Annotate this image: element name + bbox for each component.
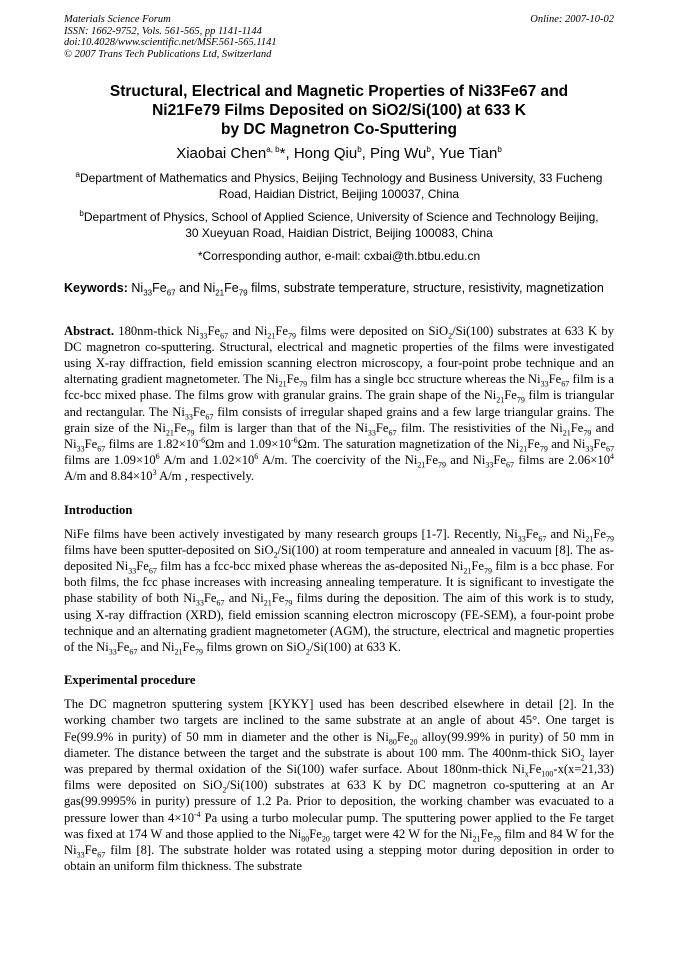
keywords-items: films, substrate temperature, structure, resistivity, magnetization (251, 281, 604, 295)
journal-name: Materials Science Forum (64, 14, 171, 25)
experimental-text: The DC magnetron sputtering system [KYKY] used has been described elsewhere in detail [2]. In the working chamber two targets are inclined to the same substrate at an angle of about 45°. One target is Fe(99.9% in purity) of 50 mm in diameter and the other is $Ni_{80}Fe_{20}$ alloy(99.99% in purity) of 50 mm in diameter. The distance between the target and the substrate is about 100 mm. The 400nm-thick SiO$_2$ layer was prepared by thermal oxidation of the Si(100) wafer surface. About 180nm-thick $Ni_xFe_{100}-x(x=21,33)$ films were deposited on SiO$_2$/Si(100) substrates at 633 K by DC magnetron co-sputtering at an Ar gas(99.9995% in purity) pressure of 1.2 Pa. Prior to deposition, the working chamber was evacuated to a pressure lower than $4\times 10^{-4}$ Pa using a turbo molecular pump. The sputtering power applied to the Fe target was fixed at 174 W and those applied to the $Ni_{80}Fe_{20}$ target were 42 W for the $Ni_{21}Fe_{79}$ film and 84 W for the $Ni_{33}Fe_{67}$ film [8]. The substrate holder was rotated using a stepping motor during deposition in order to obtain an uniform film thickness. The substrate (64, 697, 614, 874)
journal-header (64, 14, 614, 60)
paper-title (64, 82, 614, 139)
author-1: Xiaobai Chen$^{a, b}$*, (176, 145, 294, 162)
author-4: Yue Tian$^b$ (438, 145, 502, 162)
corresponding-email: *Corresponding author, e-mail: cxbai@th.btbu.edu.cn (197, 249, 481, 263)
keywords-label: Keywords: (64, 281, 128, 295)
affiliation-a: $^a$Department of Mathematics and Physics, Beijing Technology and Business University, 33 Fucheng Road, Haidian District, Beijing 100037, China (75, 170, 603, 201)
experimental-heading: Experimental procedure (64, 673, 196, 688)
keywords (64, 281, 614, 297)
introduction-text: NiFe films have been actively investigated by many research groups [1-7]. Recently, $Ni_{33}Fe_{67}$ and $Ni_{21}Fe_{79}$ films have been sputter-deposited on SiO$_2$/Si(100) at room temperature and annealed in vacuum [8]. The as-deposited $Ni_{33}Fe_{67}$ film has a fcc-bcc mixed phase whereas the as-deposited $Ni_{21}Fe_{79}$ film is a bcc phase. For both films, the fcc phase increases with increasing annealing temperature. It is significant to investigate the phase stability of both $Ni_{33}Fe_{67}$ and $Ni_{21}Fe_{79}$ films during the deposition. The aim of this work is to study, using X-ray diffraction (XRD), field emission scanning electron microscopy (FE-SEM), a four-point probe technique and an alternating gradient magnetometer (AGM), the structure, electrical and magnetic properties of the $Ni_{33}Fe_{67}$ and $Ni_{21}Fe_{79}$ films grown on SiO$_2$/Si(100) at 633 K. (64, 526, 615, 657)
title-line-3: by DC Magnetron Co-Sputtering (221, 121, 457, 138)
issn-line: ISSN: 1662-9752, Vols. 561-565, pp 1141-1144 (64, 25, 262, 37)
online-date: Online: 2007-10-02 (530, 14, 614, 25)
doi-line: doi:10.4028/www.scientific.net/MSF.561-565.1141 (64, 37, 277, 48)
abstract-text: 180nm-thick $Ni_{33}Fe_{67}$ and $Ni_{21}Fe_{79}$ films were deposited on SiO$_2$/Si(100) substrates at 633 K by DC magnetron co-sputtering. Structural, electrical and magnetic properties of the films were investigated using X-ray diffraction, field emission scanning electron microscopy, a four-point probe technique and an alternating gradient magnetometer. The $Ni_{21}Fe_{79}$ film has a single bcc structure whereas the $Ni_{33}Fe_{67}$ film is a fcc-bcc mixed phase. The films grow with granular grains. The grain shape of the $Ni_{21}Fe_{79}$ film is triangular and rectangular. The $Ni_{33}Fe_{67}$ film consists of irregular shaped grains and a few large triangular grains. The grain size of the $Ni_{21}Fe_{79}$ film is larger than that of the $Ni_{33}Fe_{67}$ film. The resistivities of the $Ni_{21}Fe_{79}$ and $Ni_{33}Fe_{67}$ films are $1.82\times 10^{-6}\Omega m$ and $1.09\times 10^{-6}\Omega m$. The saturation magnetization of the $Ni_{21}Fe_{79}$ and $Ni_{33}Fe_{67}$ films are $1.09\times 10^6$ A/m and $1.02\times 10^6$ A/m. The coercivity of the $Ni_{21}Fe_{79}$ and $Ni_{33}Fe_{67}$ films are $2.06\times 10^4$ A/m and $8.84\times 10^3$ A/m , respectively. (64, 323, 614, 484)
abstract-label: Abstract. (64, 323, 115, 338)
affiliation-b: $^b$Department of Physics, School of Applied Science, University of Science and Technology Beijing, 30 Xueyuan Road, Haidian District, Beijing 100083, China (79, 209, 599, 240)
abstract (64, 323, 614, 485)
author-3: Ping Wu$^b$, (369, 145, 439, 162)
introduction-heading: Introduction (64, 502, 133, 517)
title-line-2: Ni21Fe79 Films Deposited on SiO2/Si(100) at 633 K (152, 102, 526, 119)
paper-page (64, 14, 614, 874)
author-list (64, 145, 614, 163)
author-2: Hong Qiu$^b$, (293, 145, 370, 162)
title-line-1: Structural, Electrical and Magnetic Properties of Ni33Fe67 and (109, 83, 569, 100)
copyright-line: © 2007 Trans Tech Publications Ltd, Switzerland (64, 48, 272, 60)
keywords-formulas: $Ni_{33}Fe_{67}$ and $Ni_{21}Fe_{79}$ (131, 281, 248, 298)
